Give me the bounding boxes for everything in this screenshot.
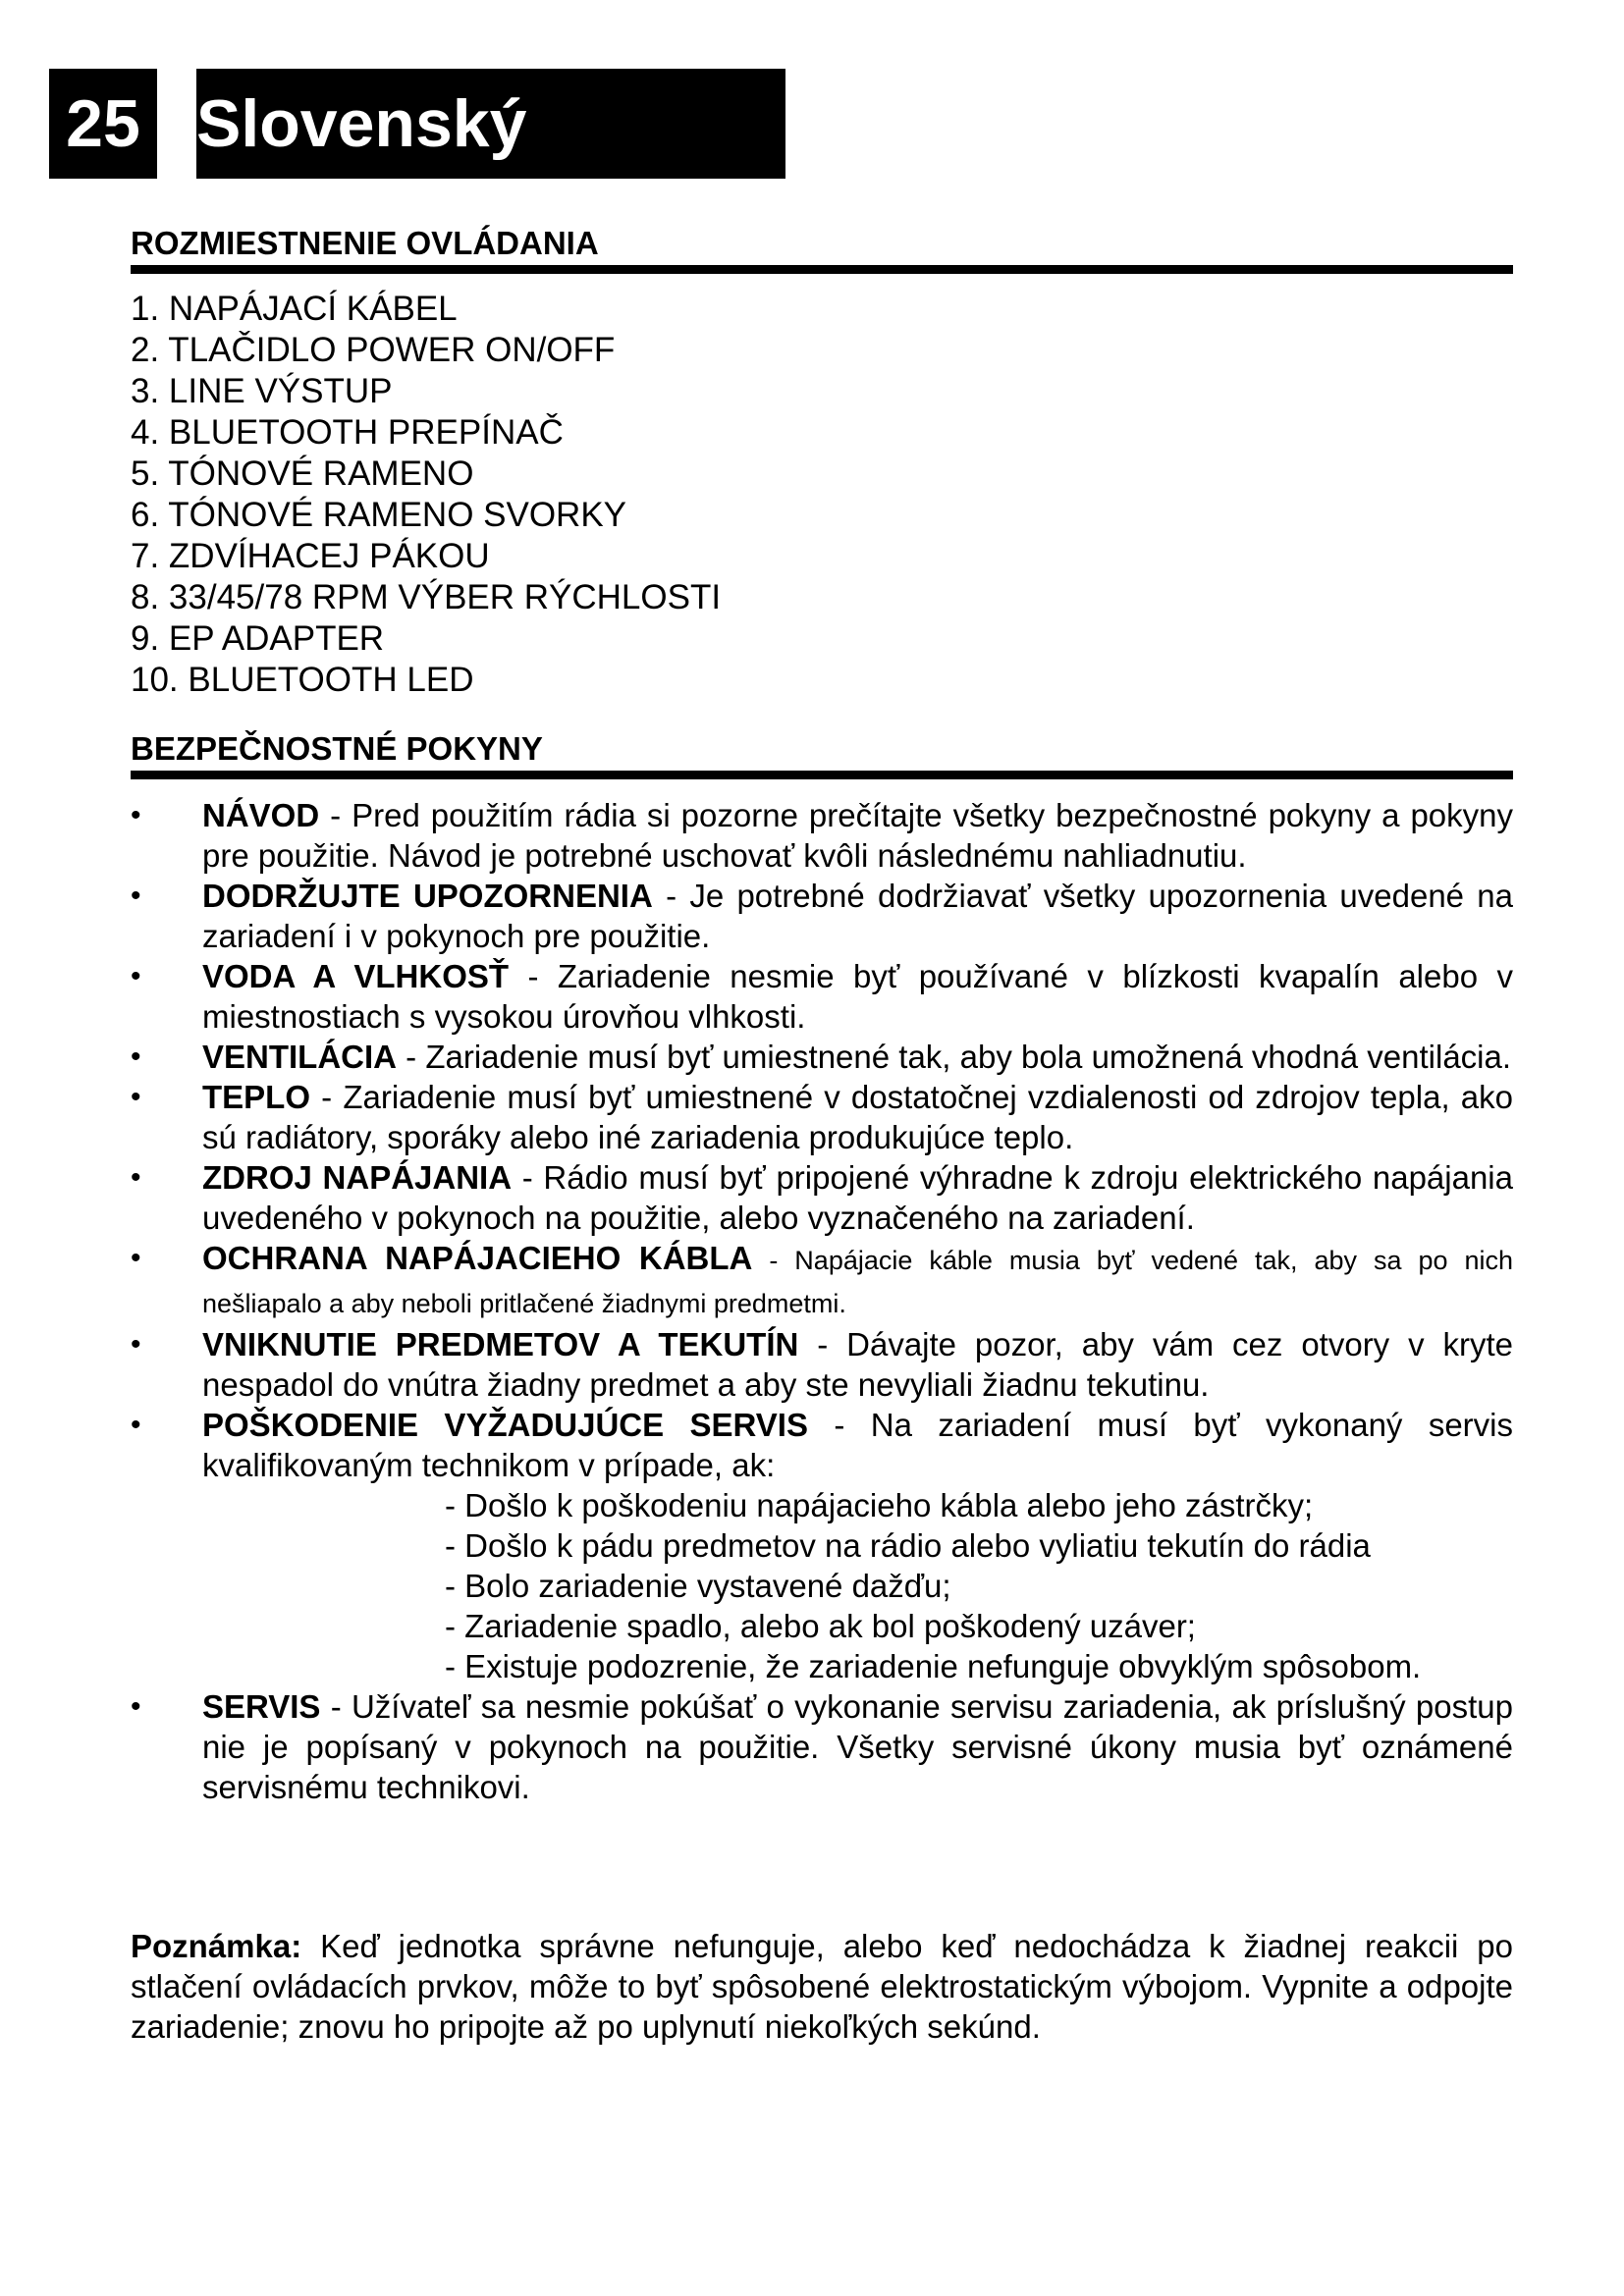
safety-item-power-cord: • OCHRANA NAPÁJACIEHO KÁBLA - Napájacie káble musia byť vedené tak, aby sa po nich nešliapalo a aby neboli pritlačené žiadnymi predmetmi.	[131, 1238, 1513, 1324]
list-item: 4. BLUETOOTH PREPÍNAČ	[131, 413, 564, 452]
safety-list	[131, 795, 1513, 1807]
safety-item-power-source: • ZDROJ NAPÁJANIA - Rádio musí byť pripojené výhradne k zdroju elektrického napájania uvedeného v pokynoch na použitie, alebo vyznačeného na zariadení.	[131, 1157, 1513, 1238]
list-item: - Došlo k pádu predmetov na rádio alebo vyliatiu tekutín do rádia	[445, 1527, 1371, 1564]
safety-item-manual: • NÁVOD - Pred použitím rádia si pozorne prečítajte všetky bezpečnostné pokyny a pokyny pre použitie. Návod je potrebné uschovať kvôli následnému nahliadnutiu.	[131, 795, 1513, 876]
controls-list	[131, 289, 721, 701]
list-item: 5. TÓNOVÉ RAMENO	[131, 454, 474, 493]
list-item: 8. 33/45/78 RPM VÝBER RÝCHLOSTI	[131, 578, 722, 616]
list-item: - Zariadenie spadlo, alebo ak bol poškodený uzáver;	[445, 1608, 1196, 1644]
safety-item-object-entry: • VNIKNUTIE PREDMETOV A TEKUTÍN - Dávajte pozor, aby vám cez otvory v kryte nespadol do vnútra žiadny predmet a aby ste nevyliali žiadnu tekutinu.	[131, 1324, 1513, 1405]
safety-item-heat: • TEPLO - Zariadenie musí byť umiestnené v dostatočnej vzdialenosti od zdrojov tepla, ako sú radiátory, sporáky alebo iné zariadenia produkujúce teplo.	[131, 1077, 1513, 1157]
safety-item-warnings: • DODRŽUJTE UPOZORNENIA - Je potrebné dodržiavať všetky upozornenia uvedené na zariadení i v pokynoch pre použitie.	[131, 876, 1513, 956]
note-paragraph: Poznámka: Keď jednotka správne nefunguje, alebo keď nedochádza k žiadnej reakcii po stlačení ovládacích prvkov, môže to byť spôsobené elektrostatickým výbojom. Vypnite a odpojte zariadenie; znovu ho pripojte až po uplynutí niekoľkých sekúnd.	[131, 1928, 1513, 2045]
list-item: 1. NAPÁJACÍ KÁBEL	[131, 290, 458, 328]
safety-item-water: • VODA A VLHKOSŤ - Zariadenie nesmie byť používané v blízkosti kvapalín alebo v miestnostiach s vysokou úrovňou vlhkosti.	[131, 956, 1513, 1037]
list-item: - Došlo k poškodeniu napájacieho kábla alebo jeho zástrčky;	[445, 1487, 1314, 1523]
list-item: 6. TÓNOVÉ RAMENO SVORKY	[131, 496, 627, 534]
safety-item-damage-service: • POŠKODENIE VYŽADUJÚCE SERVIS - Na zariadení musí byť vykonaný servis kvalifikovaným technikom v prípade, ak: - Došlo k poškodeniu napájacieho kábla alebo jeho zástrčky; - Došlo k pádu predmetov na rádio alebo vyliatiu tekutín do rádia - Bolo zariadenie vystavené dažďu; - Zariadenie spadlo, alebo ak bol poškodený uzáver; - Existuje podozrenie, že zariadenie nefunguje obvyklým spôsobom.	[131, 1405, 1513, 1686]
list-item: 3. LINE VÝSTUP	[131, 372, 393, 410]
safety-item-ventilation: • VENTILÁCIA - Zariadenie musí byť umiestnené tak, aby bola umožnená vhodná ventilácia.	[131, 1037, 1513, 1077]
list-item: - Existuje podozrenie, že zariadenie nefunguje obvyklým spôsobom.	[445, 1648, 1422, 1684]
page-number: 25	[49, 69, 157, 179]
list-item: 2. TLAČIDLO POWER ON/OFF	[131, 331, 616, 369]
list-item: 7. ZDVÍHACEJ PÁKOU	[131, 537, 490, 575]
controls-section-title: ROZMIESTNENIE OVLÁDANIA	[131, 224, 1513, 274]
list-item: 10. BLUETOOTH LED	[131, 661, 474, 699]
safety-section-title: BEZPEČNOSTNÉ POKYNY	[131, 729, 1513, 779]
service-cases-list	[202, 1485, 1513, 1686]
list-item: 9. EP ADAPTER	[131, 619, 385, 658]
language-title: Slovenský	[196, 69, 785, 179]
list-item: - Bolo zariadenie vystavené dažďu;	[445, 1568, 951, 1604]
safety-item-service: • SERVIS - Užívateľ sa nesmie pokúšať o vykonanie servisu zariadenia, ak príslušný postup nie je popísaný v pokynoch na použitie. Všetky servisné úkony musia byť oznámené servisnému technikovi.	[131, 1686, 1513, 1807]
